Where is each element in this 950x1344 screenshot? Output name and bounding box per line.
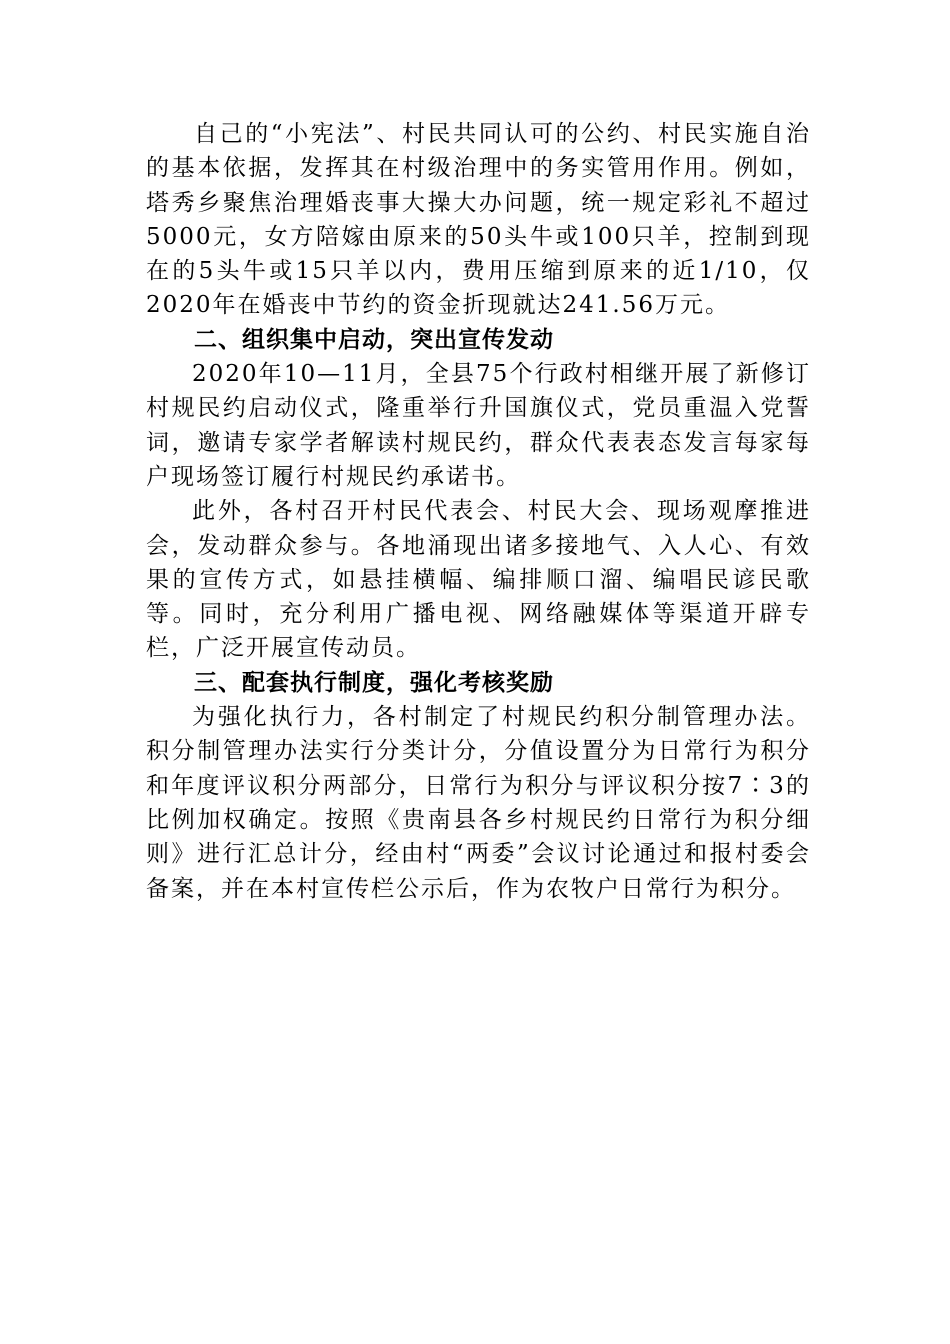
section-heading-2: 二、组织集中启动，突出宣传发动 [194,326,554,353]
document-body [146,117,811,906]
paragraph-launch-ceremony: 2020年10—11月，全县75个行政村相继开展了新修订村规民约启动仪式，隆重举行升国旗仪式，党员重温入党誓词，邀请专家学者解读村规民约，群众代表表态发言每家每户现场签订履行村规民约承诺书。 [146,361,811,490]
paragraph-points-system: 为强化执行力，各村制定了村规民约积分制管理办法。积分制管理办法实行分类计分，分值设置分为日常行为积分和年度评议积分两部分，日常行为积分与评议积分按7∶3的比例加权确定。按照《贵南县各乡村规民约日常行为积分细则》进行汇总计分，经由村“两委”会议讨论通过和报村委会备案，并在本村宣传栏公示后，作为农牧户日常行为积分。 [146,704,811,902]
section-heading-3: 三、配套执行制度，强化考核奖励 [194,669,554,696]
paragraph-village-rules-example: 自己的“小宪法”、村民共同认可的公约、村民实施自治的基本依据，发挥其在村级治理中的务实管用作用。例如，塔秀乡聚焦治理婚丧事大操大办问题，统一规定彩礼不超过5000元，女方陪嫁由原来的50头牛或100只羊，控制到现在的5头牛或15只羊以内，费用压缩到原来的近1/10，仅2020年在婚丧中节约的资金折现就达241.56万元。 [146,121,811,319]
paragraph-publicity: 此外，各村召开村民代表会、村民大会、现场观摩推进会，发动群众参与。各地涌现出诸多接地气、入人心、有效果的宣传方式，如悬挂横幅、编排顺口溜、编唱民谚民歌等。同时，充分利用广播电视、网络融媒体等渠道开辟专栏，广泛开展宣传动员。 [146,498,811,662]
